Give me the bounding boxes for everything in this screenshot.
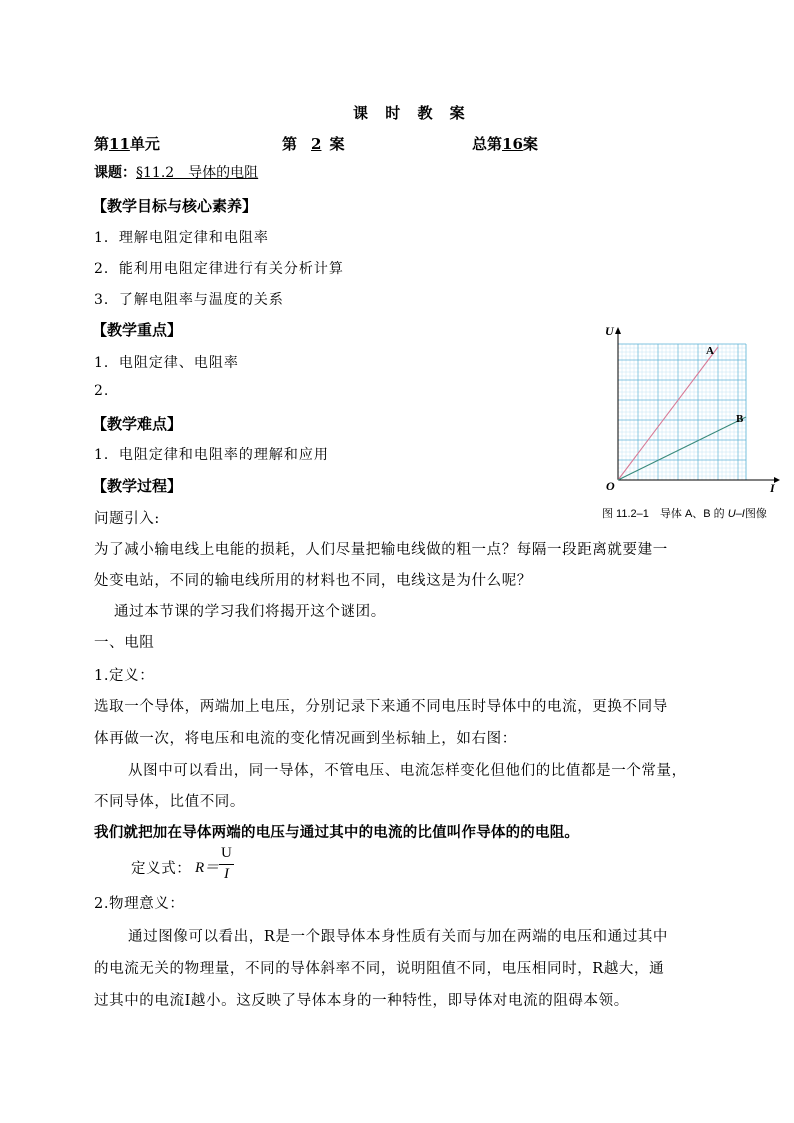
objective-item: 1．理解电阻定律和电阻率 [94,230,269,246]
difficult-point-item: 1．电阻定律和电阻率的理解和应用 [94,447,329,463]
meaning-line: 的电流无关的物理量，不同的导体斜率不同，说明阻值不同，电压相同时，R越大，通 [94,961,665,977]
formula-numerator: U [221,845,232,861]
topic-value: §11.2 导体的电阻 [136,165,259,181]
key-point-item: 1．电阻定律、电阻率 [94,355,239,371]
total-suffix: 案 [522,135,538,153]
key-points-heading: 【教学重点】 [92,321,183,339]
formula-label: 定义式： [131,861,192,877]
meaning-line: 过其中的电流I越小。这反映了导体本身的一种特性，即导体对电流的阻碍本领。 [94,993,629,1009]
grid-minor [618,344,746,480]
caption-prefix: 图 11.2–1 导体 A、B 的 [602,508,728,520]
formula-lhs: R＝ [195,860,220,876]
observation-line: 不同导体，比值不同。 [94,794,245,810]
total-info [472,133,538,154]
series-label-B: B [736,413,744,425]
meaning-label: 2.物理意义： [94,896,185,912]
lesson-suffix: 案 [329,135,345,153]
formula-denominator: I [224,866,229,882]
fraction-bar [219,864,234,865]
definition-line: 体再做一次，将电压和电流的变化情况画到坐标轴上，如右图： [94,731,517,747]
unit-info [94,133,160,154]
intro-paragraph-line: 处变电站，不同的输电线所用的材料也不同，电线这是为什么呢？ [94,573,532,589]
process-heading: 【教学过程】 [92,477,183,495]
objective-item: 2．能利用电阻定律进行有关分析计算 [94,261,344,277]
topic-line [94,162,278,182]
caption-variable: U–I [727,508,745,520]
topic-label: 课题： [94,165,136,181]
series-label-A: A [706,345,714,357]
page-title: 课 时 教 案 [353,104,471,122]
observation-line: 从图中可以看出，同一导体，不管电压、电流怎样变化但他们的比值都是一个常量， [128,763,687,779]
intro-label: 问题引入: [94,511,160,527]
x-axis-arrow [774,477,780,483]
total-prefix: 总第 [472,135,503,153]
intro-paragraph-line: 为了减小输电线上电能的损耗，人们尽量把输电线做的粗一点？每隔一段距离就要建一 [94,542,668,558]
lesson-prefix: 第 [282,135,298,153]
difficult-points-heading: 【教学难点】 [92,415,183,433]
lesson-number: 2 [311,135,322,153]
unit-suffix: 单元 [129,135,160,153]
y-axis-label: U [605,324,614,338]
unit-number: 11 [109,135,130,153]
lesson-info [282,133,344,154]
definition-label: 1.定义： [94,668,155,684]
key-point-item: 2. [94,383,110,399]
objective-item: 3．了解电阻率与温度的关系 [94,292,284,308]
section-heading-resistance: 一、电阻 [94,635,155,651]
definition-line: 选取一个导体，两端加上电压，分别记录下来通不同电压时导体中的电流，更换不同导 [94,699,668,715]
bold-definition: 我们就把加在导体两端的电压与通过其中的电流的比值叫作导体的的电阻。 [94,824,580,841]
meaning-line: 通过图像可以看出，R是一个跟导体本身性质有关而与加在两端的电压和通过其中 [128,929,669,945]
unit-prefix: 第 [94,135,110,153]
caption-suffix: 图像 [744,508,767,520]
x-axis-label: I [770,481,775,495]
chart-caption [602,505,767,521]
ui-chart [598,322,788,522]
y-axis-arrow [615,327,621,334]
intro-paragraph-line: 通过本节课的学习我们将揭开这个谜团。 [114,604,386,620]
objectives-heading: 【教学目标与核心素养】 [92,197,258,215]
origin-label: O [606,479,615,493]
total-number: 16 [502,135,523,153]
